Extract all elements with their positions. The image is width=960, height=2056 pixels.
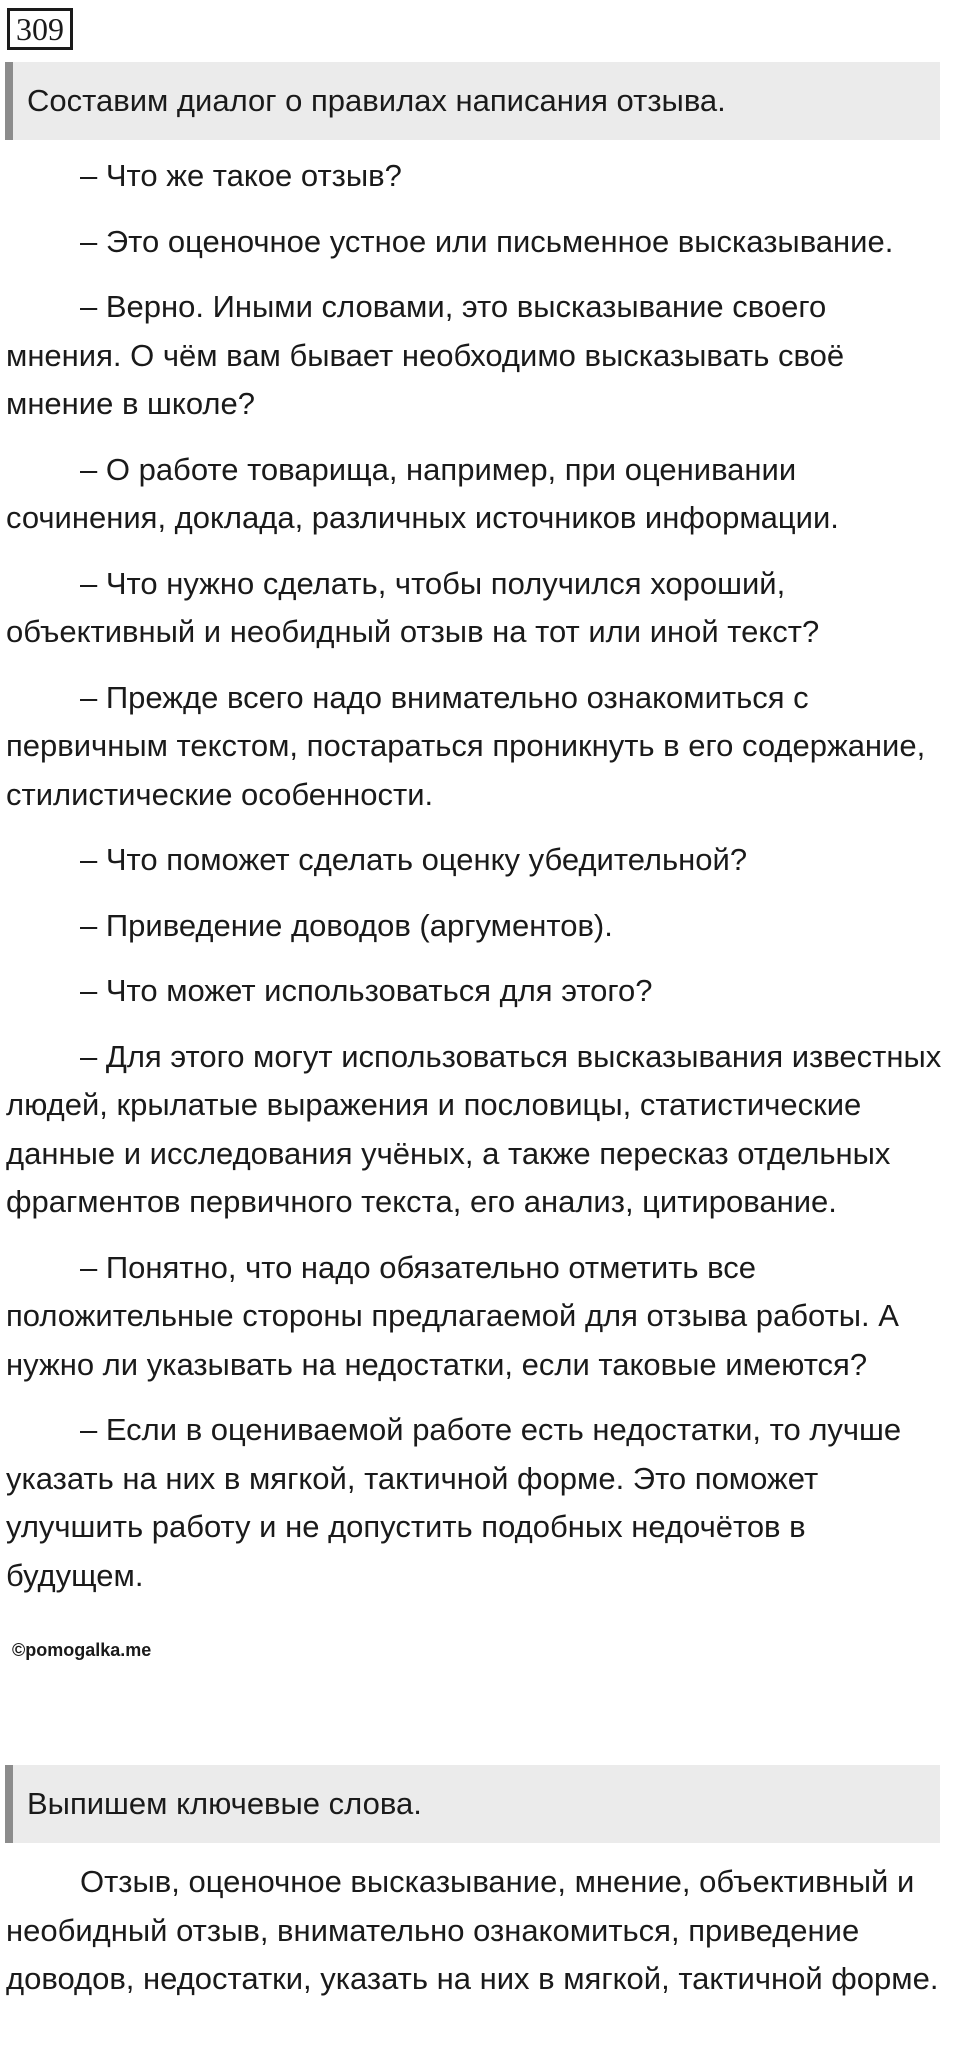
dialog-line: – Это оценочное устное или письменное высказывание. [80,223,894,259]
watermark: ©pomogalka.me [12,1640,152,1660]
dialog-line: – Понятно, что надо обязательно отметить все положительные стороны предлагаемой для отзыва работы. А нужно ли указывать на недостатки, если таковые имеются? [6,1249,899,1382]
dialog-line: – Если в оцениваемой работе есть недостатки, то лучше указать на них в мягкой, тактичной форме. Это поможет улучшить работу и не допустить подобных недочётов в будущем. [6,1412,902,1593]
dialog-line: – Что поможет сделать оценку убедительной? [80,842,748,877]
section-title-dialog-text: Составим диалог о правилах написания отзыва. [27,83,726,118]
keywords-block [6,1858,946,2021]
dialog-line: – О работе товарища, например, при оценивании сочинения, доклада, различных источников информации. [6,451,839,535]
dialog-line: – Приведение доводов (аргументов). [80,907,613,943]
dialog-line: – Что нужно сделать, чтобы получился хороший, объективный и необидный отзыв на тот или иной текст? [6,565,820,649]
dialog-line: – Верно. Иными словами, это высказывание своего мнения. О чём вам бывает необходимо высказывать своё мнение в школе? [6,289,845,421]
dialog-line: – Что же такое отзыв? [80,158,402,193]
dialog-line: – Прежде всего надо внимательно ознакомиться с первичным текстом, постараться проникнуть в его содержание, стилистические особенности. [6,679,926,812]
section-title-dialog [5,62,940,140]
section-title-keywords-text: Выпишем ключевые слова. [27,1786,422,1821]
section-title-keywords [5,1765,940,1843]
dialog-text [6,152,946,1617]
keywords-text: Отзыв, оценочное высказывание, мнение, объективный и необидный отзыв, внимательно ознакомиться, приведение доводов, недостатки, указать на них в мягкой, тактичной форме. [6,1864,939,1996]
dialog-line: – Что может использоваться для этого? [80,973,653,1008]
dialog-line: – Для этого могут использоваться высказывания известных людей, крылатые выражения и пословицы, статистические данные и исследования учёных, а также пересказ отдельных фрагментов первичного текста, его анализ, цитирование. [6,1038,942,1219]
task-number: 309 [7,8,73,50]
